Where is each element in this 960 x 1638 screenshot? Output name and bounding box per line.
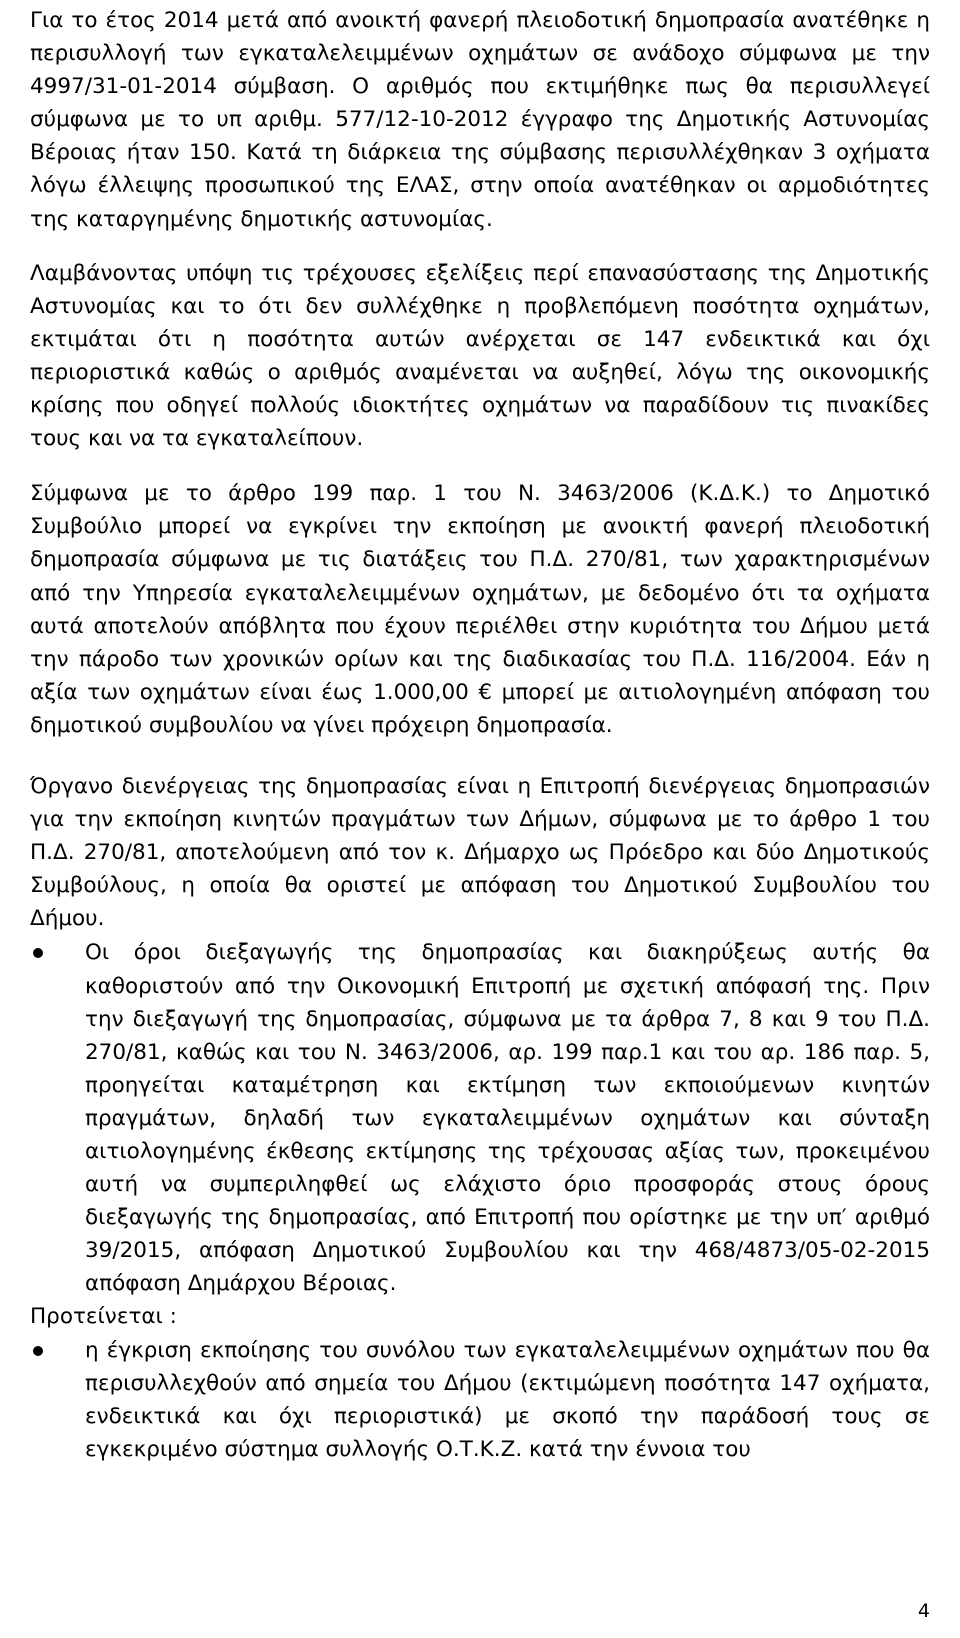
proposal-heading: Προτείνεται : [30,1304,177,1330]
page-number: 4 [917,1600,930,1622]
bullet-icon [30,1334,85,1367]
bullet-text-auction-terms: Οι όροι διεξαγωγής της δημοπρασίας και διακηρύξεως αυτής θα καθοριστούν από την Οικονομική Επιτροπή με σχετική απόφασή της. Πριν την διεξαγωγή της δημοπρασίας, σύμφωνα με τα άρθρα 7, 8 και 9 του Π.Δ. 270/81, καθώς και του Ν. 3463/2006, αρ. 199 παρ.1 και του αρ. 186 παρ. 5, προηγείται καταμέτρηση και εκτίμηση των εκποιούμενων κινητών πραγμάτων, δηλαδή των εγκαταλειμμένων οχημάτων και σύνταξη αιτιολογημένης έκθεσης εκτίμησης της τρέχουσας αξίας των, προκειμένου αυτή να συμπεριληφθεί ως ελάχιστο όριο προσφοράς στους όρους διεξαγωγής της δημοπρασίας, από Επιτροπή που ορίστηκε με την υπ′ αριθμό 39/2015, απόφαση Δημοτικού Συμβουλίου και την 468/4873/05-02-2015 απόφαση Δημάρχου Βέροιας. [85,940,930,1297]
list-item-auction-terms [30,936,930,1300]
document-body [30,4,930,1466]
paragraph-vehicle-estimate: Λαμβάνοντας υπόψη τις τρέχουσες εξελίξεις περί επανασύστασης της Δημοτικής Αστυνομίας και το ότι δεν συλλέχθηκε η προβλεπόμενη ποσότητα οχημάτων, εκτιμάται ότι η ποσότητα αυτών ανέρχεται σε 147 ενδεικτικά και όχι περιοριστικά καθώς ο αριθμός αναμένεται να αυξηθεί, λόγω της οικονομικής κρίσης που οδηγεί πολλούς ιδιοκτήτες οχημάτων να παραδίδουν τις πινακίδες τους και να τα εγκαταλείπουν. [30,260,930,452]
list-item-proposal [30,1334,930,1466]
paragraph-contract-2014: Για το έτος 2014 μετά από ανοικτή φανερή πλειοδοτική δημοπρασία ανατέθηκε η περισυλλογή των εγκαταλελειμμένων οχημάτων σε ανάδοχο σύμφωνα με την 4997/31-01-2014 σύμβαση. Ο αριθμός που εκτιμήθηκε πως θα περισυλλεγεί σύμφωνα με το υπ αριθμ. 577/12-10-2012 έγγραφο της Δημοτικής Αστυνομίας Βέροιας ήταν 150. Κατά τη διάρκεια της σύμβασης περισυλλέχθηκαν 3 οχήματα λόγω έλλειψης προσωπικού της ΕΛΑΣ, στην οποία ανατέθηκαν οι αρμοδιότητες της καταργημένης δημοτικής αστυνομίας. [30,8,930,232]
paragraph-legal-basis: Σύμφωνα με το άρθρο 199 παρ. 1 του Ν. 3463/2006 (Κ.Δ.Κ.) το Δημοτικό Συμβούλιο μπορεί να εγκρίνει την εκποίηση με ανοικτή φανερή πλειοδοτική δημοπρασία σύμφωνα με τις διατάξεις του Π.Δ. 270/81, των χαρακτηρισμένων από την Υπηρεσία εγκαταλελειμμένων οχημάτων, με δεδομένο ότι τα οχήματα αυτά αποτελούν απόβλητα που έχουν περιέλθει στην κυριότητα του Δήμου μετά την πάροδο των χρονικών ορίων και της διαδικασίας του Π.Δ. 116/2004. Εάν η αξία των οχημάτων είναι έως 1.000,00 € μπορεί με αιτιολογημένη απόφαση του δημοτικού συμβουλίου να γίνει πρόχειρη δημοπρασία. [30,481,930,738]
bullet-icon [30,936,85,969]
paragraph-auction-committee: Όργανο διενέργειας της δημοπρασίας είναι η Επιτροπή διενέργειας δημοπρασιών για την εκποίηση κινητών πραγμάτων των Δήμων, σύμφωνα με το άρθρο 1 του Π.Δ. 270/81, αποτελούμενη από τον κ. Δήμαρχο ως Πρόεδρο και δύο Δημοτικούς Συμβούλους, η οποία θα οριστεί με απόφαση του Δημοτικού Συμβουλίου του Δήμου. [30,773,930,932]
bullet-text-proposal: η έγκριση εκποίησης του συνόλου των εγκαταλελειμμένων οχημάτων που θα περισυλλεχθούν από σημεία του Δήμου (εκτιμώμενη ποσότητα 147 οχήματα, ενδεικτικά και όχι περιοριστικά) με σκοπό την παράδοσή τους σε εγκεκριμένο σύστημα συλλογής Ο.Τ.Κ.Ζ. κατά την έννοια του [85,1337,930,1462]
